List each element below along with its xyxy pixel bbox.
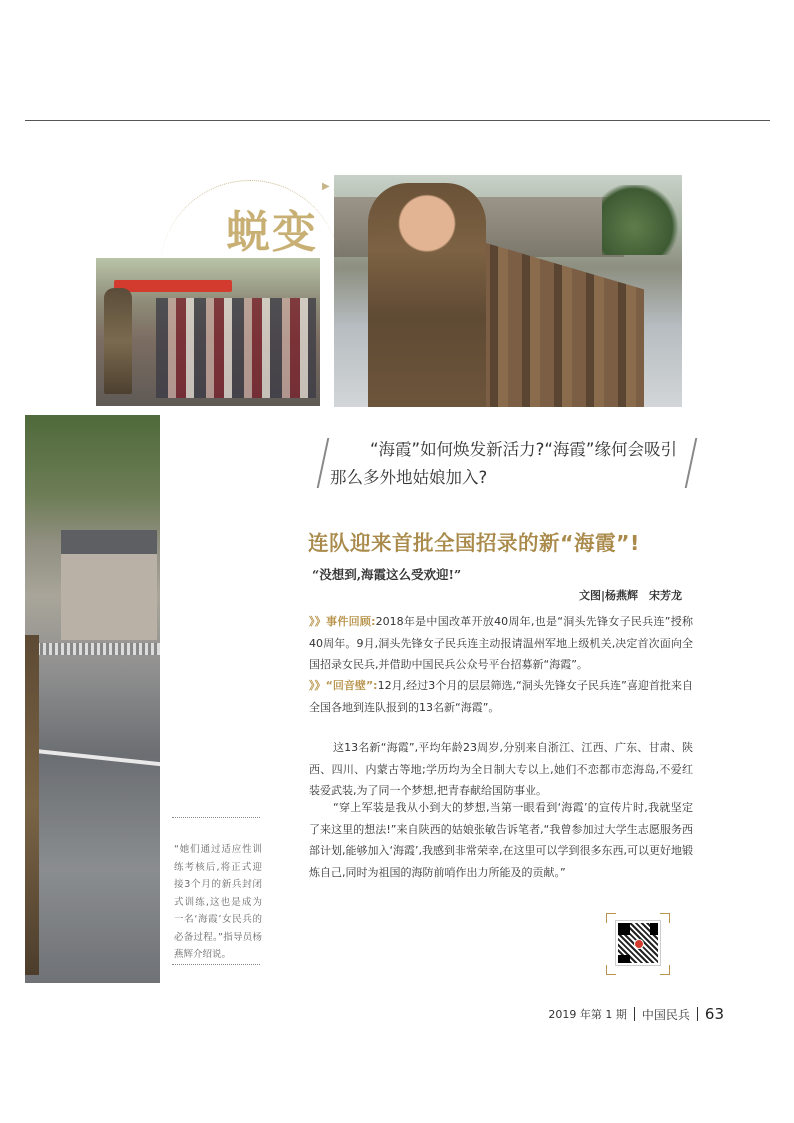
photo-edge-figure (25, 635, 39, 975)
photo-recruits-lineup (96, 258, 320, 406)
paragraph-tag: 》》“回音壁”: (309, 679, 378, 692)
article-paragraph: “穿上军装是我从小到大的梦想,当第一眼看到‘海霞’的宣传片时,我就坚定了来这里的想法!”来自陕西的姑娘张敏告诉笔者,“我曾参加过大学生志愿服务西部计划,能够加入‘海霞’,我感到非常荣幸,在这里可以学到很多东西,可以更好地锻炼自己,同时为祖国的海防前哨作出力所能及的贡献。” (309, 801, 693, 879)
qr-logo-icon (634, 939, 644, 949)
side-caption: “她们通过适应性训练考核后,将正式迎接3个月的新兵封闭式训练,这也是成为一名‘海霞’女民兵的必备过程。”指导员杨燕辉介绍说。 (174, 844, 262, 960)
article-paragraph (309, 611, 693, 676)
article-paragraph (309, 675, 693, 718)
caption-rule-top (172, 817, 260, 818)
photo-road-line (25, 748, 160, 766)
photo-people (156, 298, 316, 398)
page-footer (548, 1005, 724, 1023)
paragraph-text: 2018年是中国改革开放40周年,也是“洞头先锋女子民兵连”授称40周年。9月,洞头先锋女子民兵连主动报请温州军地上级机关,决定首次面向全国招录女民兵,并借助中国民兵公众号平台招募新“海霞”。 (309, 615, 693, 672)
caption-rule-bottom (172, 964, 260, 965)
photo-trees (602, 185, 682, 255)
photo-training-ground (25, 415, 160, 983)
top-rule (25, 120, 770, 121)
paragraph-tag: 》》事件回顾: (309, 615, 376, 628)
article-headline: 连队迎来首批全国招录的新“海霞”! (308, 531, 640, 555)
photo-house (61, 530, 157, 640)
article-sub-quote: “没想到,海霞这么受欢迎!” (312, 567, 462, 582)
article-byline: 文图|杨燕辉 宋芳龙 (578, 589, 682, 602)
quote-bar-left (317, 438, 330, 488)
lead-quote: “海霞”如何焕发新活力?“海霞”缘何会吸引那么多外地姑娘加入? (330, 440, 677, 487)
qr-frame (606, 913, 670, 975)
footer-divider (697, 1007, 698, 1021)
page-number: 63 (704, 1005, 724, 1023)
photo-soldier (104, 288, 132, 394)
qr-code-icon[interactable] (616, 921, 660, 965)
magazine-name: 中国民兵 (641, 1007, 690, 1022)
photo-lead-soldier (368, 183, 486, 407)
section-title: 蜕变 (226, 207, 318, 258)
photo-fence (25, 643, 160, 655)
photo-militia-row (334, 175, 682, 407)
issue-label: 2019 年第 1 期 (548, 1008, 627, 1021)
paragraph-text: 12月,经过3个月的层层筛选,“洞头先锋女子民兵连”喜迎首批来自全国各地到连队报到的13名新“海霞”。 (309, 679, 693, 714)
article-paragraph: 这13名新“海霞”,平均年龄23周岁,分别来自浙江、江西、广东、甘肃、陕西、四川、内蒙古等地;学历均为全日制大专以上,她们不恋都市恋海岛,不爱红装爱武装,为了同一个梦想,把青春献给国防事业。 (309, 741, 693, 798)
photo-banner (114, 280, 232, 292)
arrow-right-icon: ▶ (322, 181, 330, 192)
footer-divider (634, 1007, 635, 1021)
